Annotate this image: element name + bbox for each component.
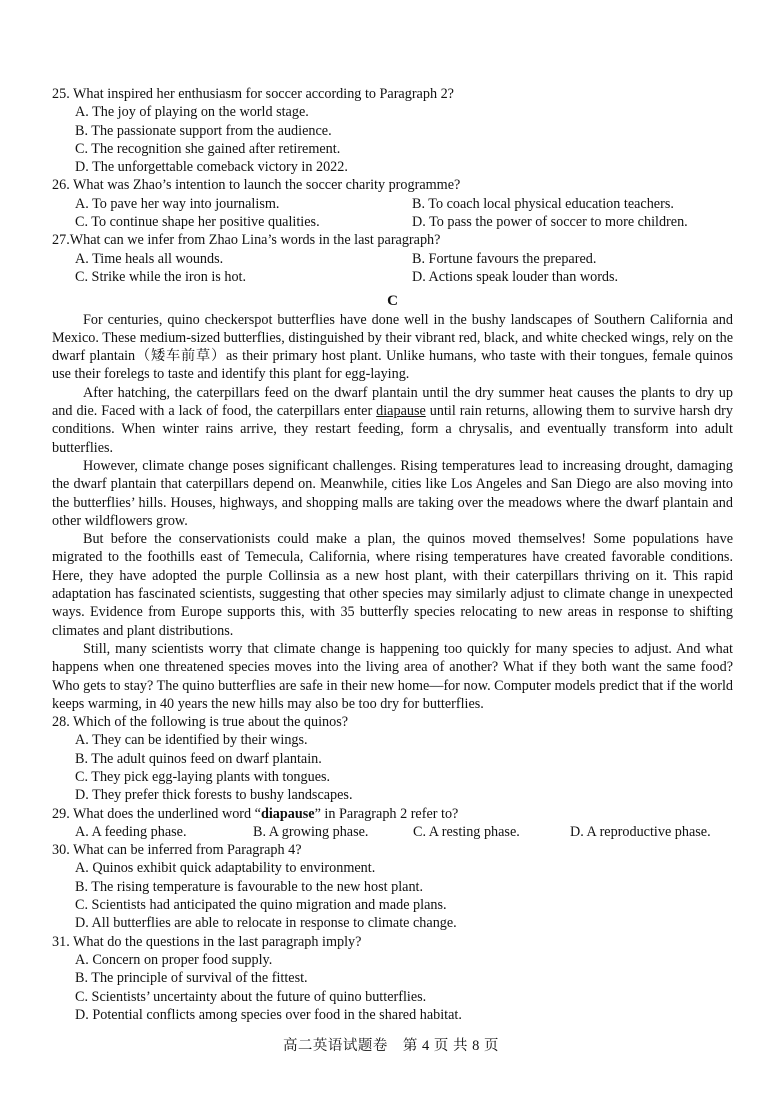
paragraph-3: However, climate change poses significant challenges. Rising temperatures lead to increasing drought, damaging the dwarf plantain that caterpillars depend on. Meanwhile, cities like Los Angeles and San Diego are also moving into the butterflies’ hills. Houses, highways, and shopping malls are taking over the meadows where the dwarf plantain and other wildflowers grow. [52, 457, 733, 529]
passage [52, 311, 733, 714]
question-29 [52, 805, 733, 842]
question-28 [52, 713, 733, 804]
option-c: C. The recognition she gained after retirement. [75, 140, 341, 157]
option-c: C. A resting phase. [413, 823, 520, 840]
option-c: C. Strike while the iron is hot. [75, 268, 247, 285]
exam-page [52, 85, 733, 1024]
option-a: A. Time heals all wounds. [75, 250, 224, 267]
option-a: A. To pave her way into journalism. [75, 195, 280, 212]
question-stem [52, 805, 733, 823]
option-a: A. Quinos exhibit quick adaptability to environment. [75, 860, 376, 877]
question-stem: 27.What can we infer from Zhao Lina’s words in the last paragraph? [52, 232, 441, 249]
page-footer: 高二英语试题卷 第 4 页 共 8 页 [282, 1038, 500, 1054]
question-25 [52, 85, 733, 176]
question-stem: 25. What inspired her enthusiasm for soccer according to Paragraph 2? [52, 86, 454, 102]
question-stem: 28. Which of the following is true about the quinos? [52, 714, 349, 731]
question-30 [52, 841, 733, 932]
option-c: C. Scientists had anticipated the quino migration and made plans. [75, 897, 447, 914]
question-27 [52, 231, 733, 286]
option-d: D. To pass the power of soccer to more children. [412, 214, 688, 231]
option-b: B. The passionate support from the audience. [75, 122, 332, 139]
question-stem: 31. What do the questions in the last paragraph imply? [52, 933, 362, 950]
paragraph-1: For centuries, quino checkerspot butterflies have done well in the bushy landscapes of Southern California and Mexico. These medium-sized butterflies, distinguished by their vibrant red, black, and white checked wings, rely on the dwarf plantain（矮车前草）as their primary host plant. Unlike humans, who taste with their tongues, female quinos use their forelegs to taste and identify this plant for egg-laying. [52, 311, 733, 383]
question-stem: 26. What was Zhao’s intention to launch the soccer charity programme? [52, 177, 461, 194]
option-b: B. The adult quinos feed on dwarf plantain. [75, 750, 322, 767]
option-b: B. The rising temperature is favourable to the new host plant. [75, 878, 424, 895]
option-a: A. They can be identified by their wings. [75, 732, 308, 749]
option-d: D. A reproductive phase. [570, 823, 711, 840]
option-b: B. The principle of survival of the fittest. [75, 970, 308, 987]
option-a: A. The joy of playing on the world stage. [75, 104, 309, 121]
option-b: B. To coach local physical education teachers. [412, 195, 674, 212]
bold-word: diapause [260, 805, 315, 822]
option-c: C. Scientists’ uncertainty about the future of quino butterflies. [75, 988, 427, 1005]
paragraph-4: But before the conservationists could make a plan, the quinos moved themselves! Some populations have migrated to the foothills east of Temecula, California, where rising temperatures have created favorable conditions. Here, they have adopted the purple Collinsia as a new host plant, with their caterpillars thriving on it. This rapid adaptation has fascinated scientists, suggesting that other species may similarly adjust to climate change in unexpected ways. Evidence from Europe supports this, with 35 butterfly species relocating to new areas in response to shifting climates and plant distributions. [52, 531, 733, 639]
paragraph-5: Still, many scientists worry that climate change is happening too quickly for many species to adjust. And what happens when one threatened species moves into the living area of another? What if they both want the same food? Who gets to stay? The quino butterflies are safe in their new home—for now. Computer models predict that if the world keeps warming, in 40 years the new hills may also be too dry for butterflies. [52, 640, 733, 712]
option-d: D. All butterflies are able to relocate in response to climate change. [75, 915, 457, 932]
option-a: A. A feeding phase. [75, 823, 187, 840]
stem-text: ” in Paragraph 2 refer to? [314, 805, 459, 822]
section-heading: C [387, 293, 398, 310]
option-d: D. Actions speak louder than words. [412, 268, 619, 285]
underlined-word: diapause [376, 403, 426, 420]
option-c: C. To continue shape her positive qualities. [75, 214, 320, 231]
question-31 [52, 933, 733, 1024]
paragraph-2 [52, 384, 733, 457]
paragraph-2-text: After hatching, the caterpillars feed on the dwarf plantain until the dry summer heat causes the plants to dry up and die. Faced with a lack of food, the caterpillars enter [52, 384, 733, 420]
stem-text: 29. What does the underlined word “ [52, 805, 261, 822]
option-b: B. A growing phase. [253, 823, 369, 840]
option-c: C. They pick egg-laying plants with tongues. [75, 768, 331, 785]
option-d: D. The unforgettable comeback victory in 2022. [75, 159, 348, 176]
paragraph-2-text: until rain returns, allowing them to survive harsh dry conditions. When winter rains arrive, they restart feeding, form a chrysalis, and eventually transform into adult butterflies. [52, 403, 733, 456]
option-d: D. They prefer thick forests to bushy landscapes. [75, 787, 353, 804]
option-d: D. Potential conflicts among species over food in the shared habitat. [75, 1006, 462, 1023]
option-b: B. Fortune favours the prepared. [412, 250, 597, 267]
question-stem: 30. What can be inferred from Paragraph 4? [52, 842, 302, 859]
option-a: A. Concern on proper food supply. [75, 951, 273, 968]
question-26 [52, 176, 733, 231]
